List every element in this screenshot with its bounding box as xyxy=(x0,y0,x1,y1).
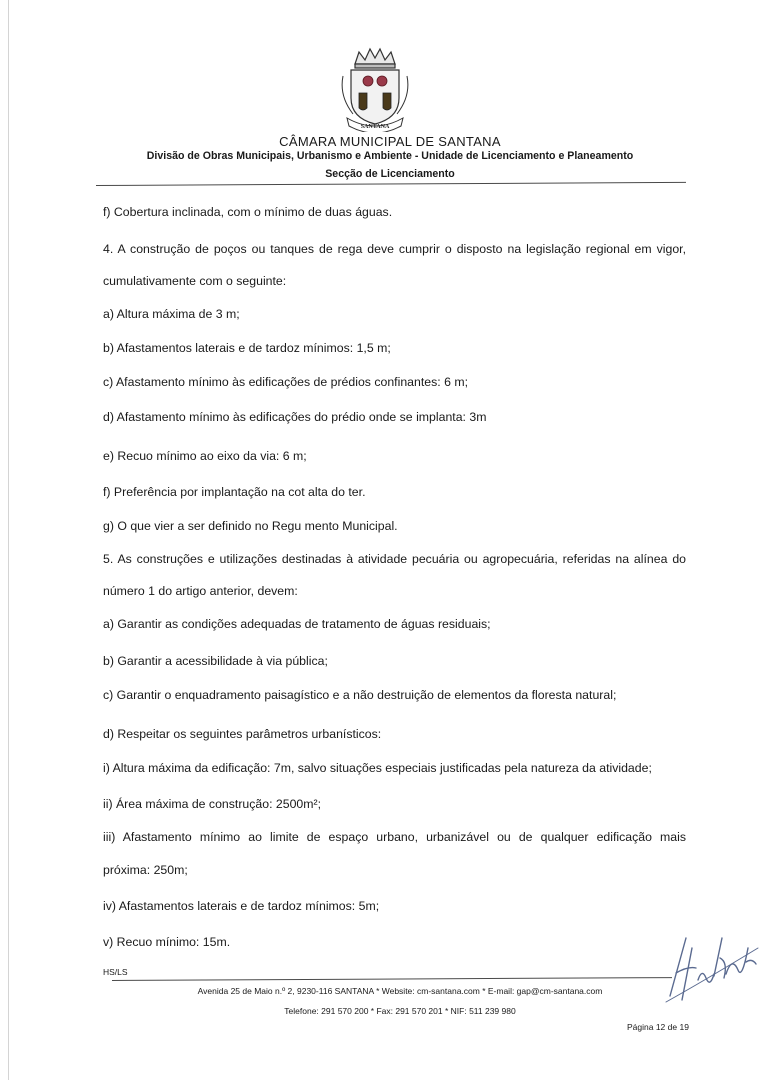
section-title: Secção de Licenciamento xyxy=(325,168,455,180)
body-line-ii-area: ii) Área máxima de construção: 2500m²; xyxy=(103,797,322,811)
handwritten-signature-icon xyxy=(662,918,762,1008)
body-line-f-placement: f) Preferência por implantação na cot alta do ter. xyxy=(103,485,366,499)
body-line-iii-cont: próxima: 250m; xyxy=(103,863,188,877)
division-title: Divisão de Obras Municipais, Urbanismo e Ambiente - Unidade de Licenciamento e Planeamento xyxy=(146,150,634,162)
body-line-4-cont: cumulativamente com o seguinte: xyxy=(103,274,287,288)
body-line-b-access: b) Garantir a acessibilidade à via pública; xyxy=(103,654,328,668)
body-line-b-setbacks: b) Afastamentos laterais e de tardoz mínimos: 1,5 m; xyxy=(103,341,391,355)
body-line-5-cont: número 1 do artigo anterior, devem: xyxy=(103,584,298,598)
body-line-5-livestock: 5. As construções e utilizações destinadas à atividade pecuária ou agropecuária, referidas na alínea do xyxy=(103,552,686,566)
crest-banner-label: SANTANA xyxy=(360,124,390,130)
body-line-v-recuo: v) Recuo mínimo: 15m. xyxy=(103,935,231,949)
body-line-f-roof: f) Cobertura inclinada, com o mínimo de duas águas. xyxy=(103,205,393,219)
body-line-d-distance: d) Afastamento mínimo às edificações do prédio onde se implanta: 3m xyxy=(103,410,487,424)
scan-edge xyxy=(8,0,9,1080)
body-line-e-road: e) Recuo mínimo ao eixo da via: 6 m; xyxy=(103,449,307,463)
body-line-a-wastewater: a) Garantir as condições adequadas de tratamento de águas residuais; xyxy=(103,617,491,631)
footer-contacts: Telefone: 291 570 200 * Fax: 291 570 201 * NIF: 511 239 980 xyxy=(284,1006,516,1016)
body-line-c-distance: c) Afastamento mínimo às edificações de prédios confinantes: 6 m; xyxy=(103,375,468,389)
author-initials: HS/LS xyxy=(103,967,128,977)
body-line-iii-distance: iii) Afastamento mínimo ao limite de espaço urbano, urbanizável ou de qualquer edificação mais xyxy=(103,830,686,844)
body-line-g-regulation: g) O que vier a ser definido no Regu mento Municipal. xyxy=(103,519,398,533)
body-line-c-landscape: c) Garantir o enquadramento paisagístico e a não destruição de elementos da floresta natural; xyxy=(103,688,617,702)
municipal-crest-icon xyxy=(335,46,415,132)
header-rule xyxy=(96,182,686,186)
body-line-4-wells: 4. A construção de poços ou tanques de rega deve cumprir o disposto na legislação regional em vigor, xyxy=(103,242,686,256)
body-line-d-parameters: d) Respeitar os seguintes parâmetros urbanísticos: xyxy=(103,727,382,741)
body-line-i-height: i) Altura máxima da edificação: 7m, salvo situações especiais justificadas pela natureza da atividade; xyxy=(103,761,652,775)
page-number: Página 12 de 19 xyxy=(627,1022,689,1032)
council-title: CÂMARA MUNICIPAL DE SANTANA xyxy=(279,134,501,149)
body-line-iv-setbacks: iv) Afastamentos laterais e de tardoz mínimos: 5m; xyxy=(103,899,380,913)
footer-address: Avenida 25 de Maio n.º 2, 9230-116 SANTANA * Website: cm-santana.com * E-mail: gap@cm-santana.com xyxy=(197,986,603,996)
body-line-a-height: a) Altura máxima de 3 m; xyxy=(103,307,240,321)
footer-rule xyxy=(112,977,672,981)
